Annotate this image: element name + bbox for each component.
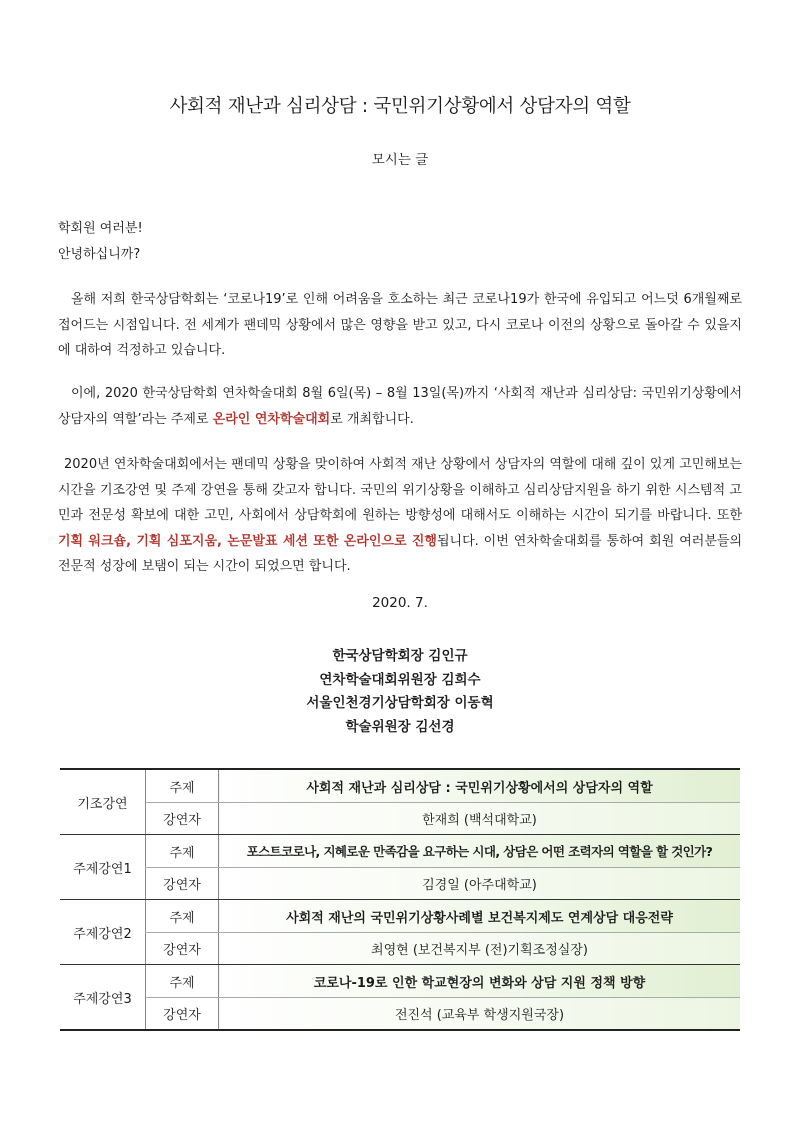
- topic-label: 주제: [146, 965, 219, 998]
- paragraph-2-text-a: 이에, 2020 한국상담학회 연차학술대회 8월 6일(목) – 8월 13일(목)까지 ‘사회적 재난과 심리상담: 국민위기상황에서 상담자의 역할’라는 주제로: [58, 386, 742, 427]
- signers-block: [58, 645, 742, 739]
- session-speaker: 김경일 (아주대학교): [219, 868, 741, 900]
- table-row: [60, 868, 740, 900]
- session-group: 주제강연1: [60, 835, 146, 900]
- paragraph-2: [58, 381, 742, 432]
- letter-date: 2020. 7.: [372, 595, 428, 611]
- session-group: 주제강연2: [60, 900, 146, 965]
- page-title: 사회적 재난과 심리상담 : 국민위기상황에서 상담자의 역할: [169, 96, 631, 117]
- greeting: [58, 216, 742, 267]
- topic-label: 주제: [146, 769, 219, 803]
- speaker-label: 강연자: [146, 998, 219, 1031]
- speaker-label: 강연자: [146, 933, 219, 965]
- paragraph-3: [58, 452, 742, 580]
- session-speaker: 전진석 (교육부 학생지원국장): [219, 998, 741, 1031]
- session-group: 주제강연3: [60, 965, 146, 1031]
- table-row: [60, 835, 740, 868]
- signer: 연차학술대회위원장 김희수: [319, 671, 481, 688]
- page-subtitle: 모시는 글: [371, 152, 429, 168]
- session-speaker: 최영현 (보건복지부 (전)기획조정실장): [219, 933, 741, 965]
- paragraph-2-text-b: 로 개최합니다.: [330, 411, 414, 427]
- paragraph-1-text: 올해 저희 한국상담학회는 ‘코로나19’로 인해 어려움을 호소하는 최근 코로나19가 한국에 유입되고 어느덧 6개월째로 접어드는 시점입니다. 전 세계가 팬데믹 상황에서 많은 영향을 받고 있고, 다시 코로나 이전의 상황으로 돌아갈 수 있을지에 대하여 걱정하고 있습니다.: [58, 292, 742, 358]
- table-row: [60, 933, 740, 965]
- session-topic: 코로나-19로 인한 학교현장의 변화와 상담 지원 정책 방향: [219, 965, 741, 998]
- signer: 학술위원장 김선경: [345, 718, 455, 735]
- session-topic: 포스트코로나, 지혜로운 만족감을 요구하는 시대, 상담은 어떤 조력자의 역할을 할 것인가?: [219, 835, 741, 868]
- paragraph-3-text-b: 됩니다. 이번 연차학술대회를 통하여 회원 여러분들의 전문적 성장에 보탬이 되는 시간이 되었으면 합니다.: [58, 533, 742, 574]
- paragraph-3-highlight: 기획 워크숍, 기획 심포지움, 논문발표 세션 또한 온라인으로 진행: [58, 533, 437, 549]
- signer: 한국상담학회장 김인규: [332, 648, 468, 664]
- table-row: [60, 803, 740, 835]
- signer: 서울인천경기상담학회장 이동혁: [306, 695, 494, 711]
- program-table: [60, 768, 740, 1031]
- table-row: [60, 965, 740, 998]
- paragraph-2-highlight: 온라인 연차학술대회: [212, 411, 331, 427]
- topic-label: 주제: [146, 900, 219, 933]
- paragraph-3-text-a: 2020년 연차학술대회에서는 팬데믹 상황을 맞이하여 사회적 재난 상황에서 상담자의 역할에 대해 깊이 있게 고민해보는 시간을 기조강연 및 주제 강연을 통해 갖고자 합니다. 국민의 위기상황을 이해하고 심리상담지원을 하기 위한 시스템적 고민과 전문성 확보에 대한 고민, 사회에서 상담학회에 원하는 방향성에 대해서도 이해하는 시간이 되기를 바랍니다. 또한: [58, 457, 742, 523]
- table-row: [60, 900, 740, 933]
- greeting-line-2: 안녕하십니까?: [58, 246, 141, 262]
- session-group: 기조강연: [60, 769, 146, 835]
- speaker-label: 강연자: [146, 803, 219, 835]
- session-topic: 사회적 재난과 심리상담 : 국민위기상황에서의 상담자의 역할: [219, 769, 741, 803]
- paragraph-1: [58, 287, 742, 364]
- table-row: [60, 998, 740, 1031]
- greeting-line-1: 학회원 여러분!: [58, 221, 143, 236]
- session-speaker: 한재희 (백석대학교): [219, 803, 741, 835]
- session-topic: 사회적 재난의 국민위기상황사례별 보건복지제도 연계상담 대응전략: [219, 900, 741, 933]
- topic-label: 주제: [146, 835, 219, 868]
- speaker-label: 강연자: [146, 868, 219, 900]
- table-row: [60, 769, 740, 803]
